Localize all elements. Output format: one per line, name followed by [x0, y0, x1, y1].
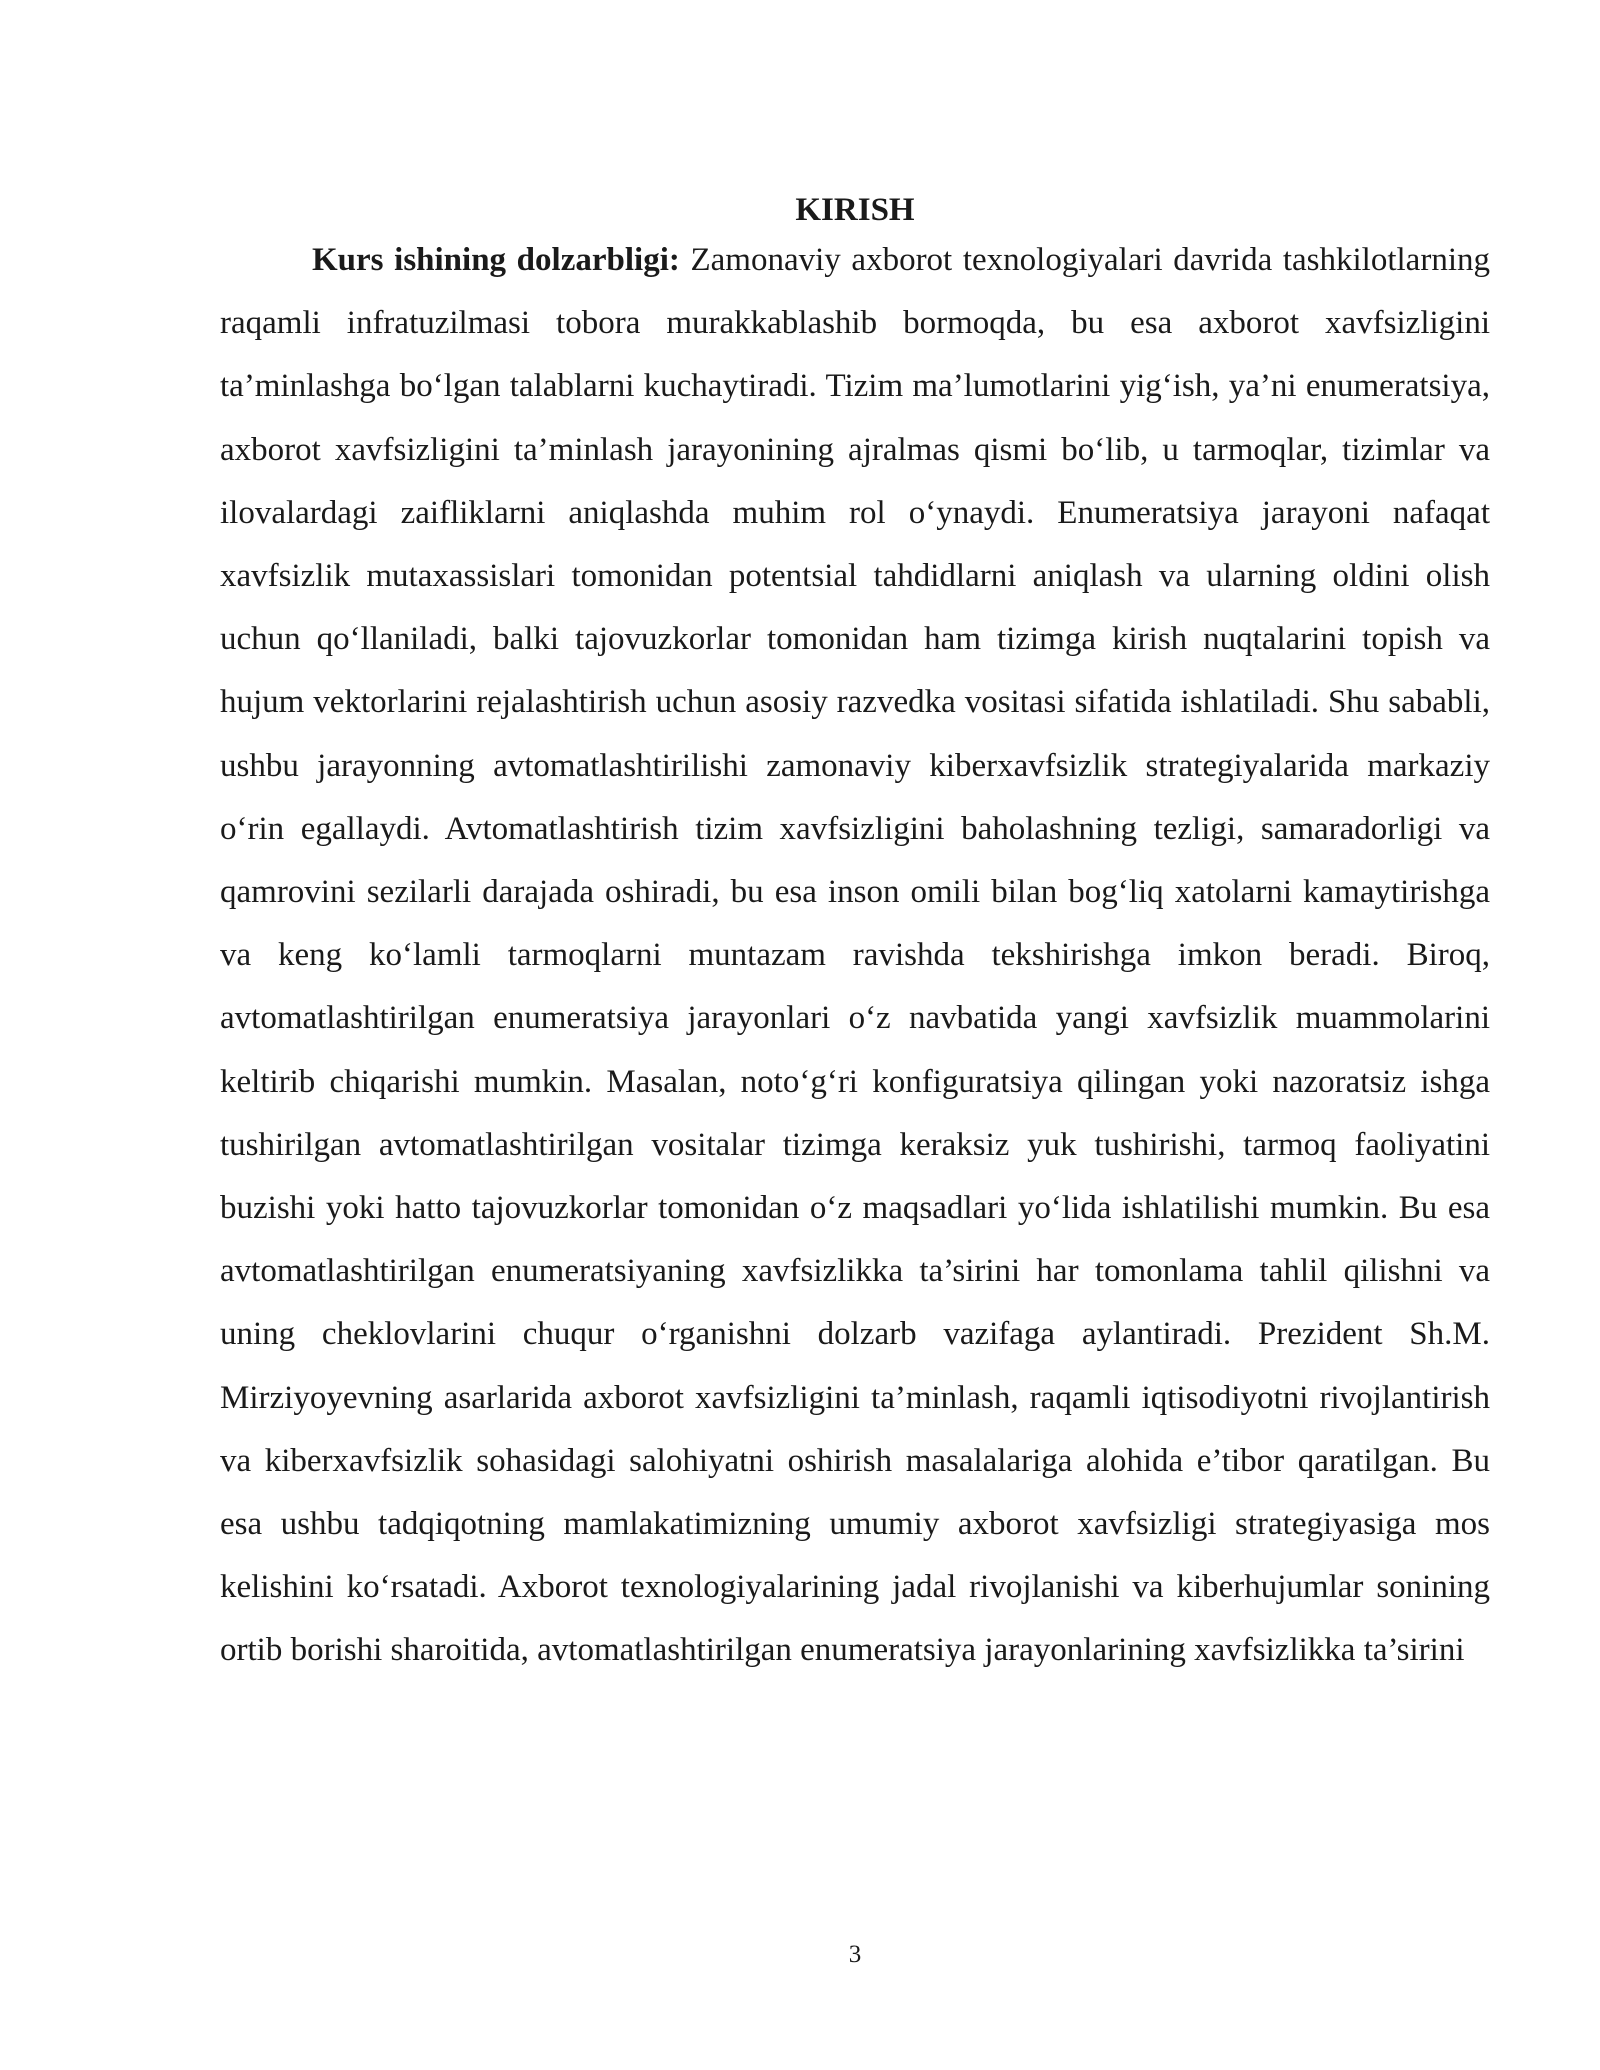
paragraph-text: Zamonaviy axborot texnologiyalari davrida tashkilotlarning raqamli infratuzilmasi tobora murakkablashib bormoqda, bu esa axborot xavfsizligini ta’minlashga bo‘lgan talablarni kuchaytiradi. Tizim ma’lumotlarini yig‘ish, ya’ni enumeratsiya, axborot xavfsizligini ta’minlash jarayonining ajralmas qismi bo‘lib, u tarmoqlar, tizimlar va ilovalardagi zaifliklarni aniqlashda muhim rol o‘ynaydi. Enumeratsiya jarayoni nafaqat xavfsizlik mutaxassislari tomonidan potentsial tahdidlarni aniqlash va ularning oldini olish uchun qo‘llaniladi, balki tajovuzkorlar tomonidan ham tizimga kirish nuqtalarini topish va hujum vektorlarini rejalashtirish uchun asosiy razvedka vositasi sifatida ishlatiladi. Shu sababli, ushbu jarayonning avtomatlashtirilishi zamonaviy kiberxavfsizlik strategiyalarida markaziy o‘rin egallaydi. Avtomatlashtirish tizim xavfsizligini baholashning tezligi, samaradorligi va qamrovini sezilarli darajada oshiradi, bu esa inson omili bilan bog‘liq xatolarni kamaytirishga va keng ko‘lamli tarmoqlarni muntazam ravishda tekshirishga imkon beradi. Biroq, avtomatlashtirilgan enumeratsiya jarayonlari o‘z navbatida yangi xavfsizlik muammolarini keltirib chiqarishi mumkin. Masalan, noto‘g‘ri konfiguratsiya qilingan yoki nazoratsiz ishga tushirilgan avtomatlashtirilgan vositalar tizimga keraksiz yuk tushirishi, tarmoq faoliyatini buzishi yoki hatto tajovuzkorlar tomonidan o‘z maqsadlari yo‘lida ishlatilishi mumkin. Bu esa avtomatlashtirilgan enumeratsiyaning xavfsizlikka ta’sirini har tomonlama tahlil qilishni va uning cheklovlarini chuqur o‘rganishni dolzarb vazifaga aylantiradi. Prezident Sh.M. Mirziyoyevning asarlarida axborot xavfsizligini ta’minlash, raqamli iqtisodiyotni rivojlantirish va kiberxavfsizlik sohasidagi salohiyatni oshirish masalalariga alohida e’tibor qaratilgan. Bu esa ushbu tadqiqotning mamlakatimizning umumiy axborot xavfsizligi strategiyasiga mos kelishini ko‘rsatadi. Axborot texnologiyalarining jadal rivojlanishi va kiberhujumlar sonining ortib borishi sharoitida, avtomatlashtirilgan enumeratsiya jarayonlarining xavfsizlikka ta’sirini	[220, 242, 1490, 1669]
page-number: 3	[848, 1941, 862, 1968]
body-paragraph	[220, 229, 1490, 1683]
page-title: KIRISH	[795, 192, 915, 228]
lead-phrase: Kurs ishining dolzarbligi:	[312, 242, 680, 278]
